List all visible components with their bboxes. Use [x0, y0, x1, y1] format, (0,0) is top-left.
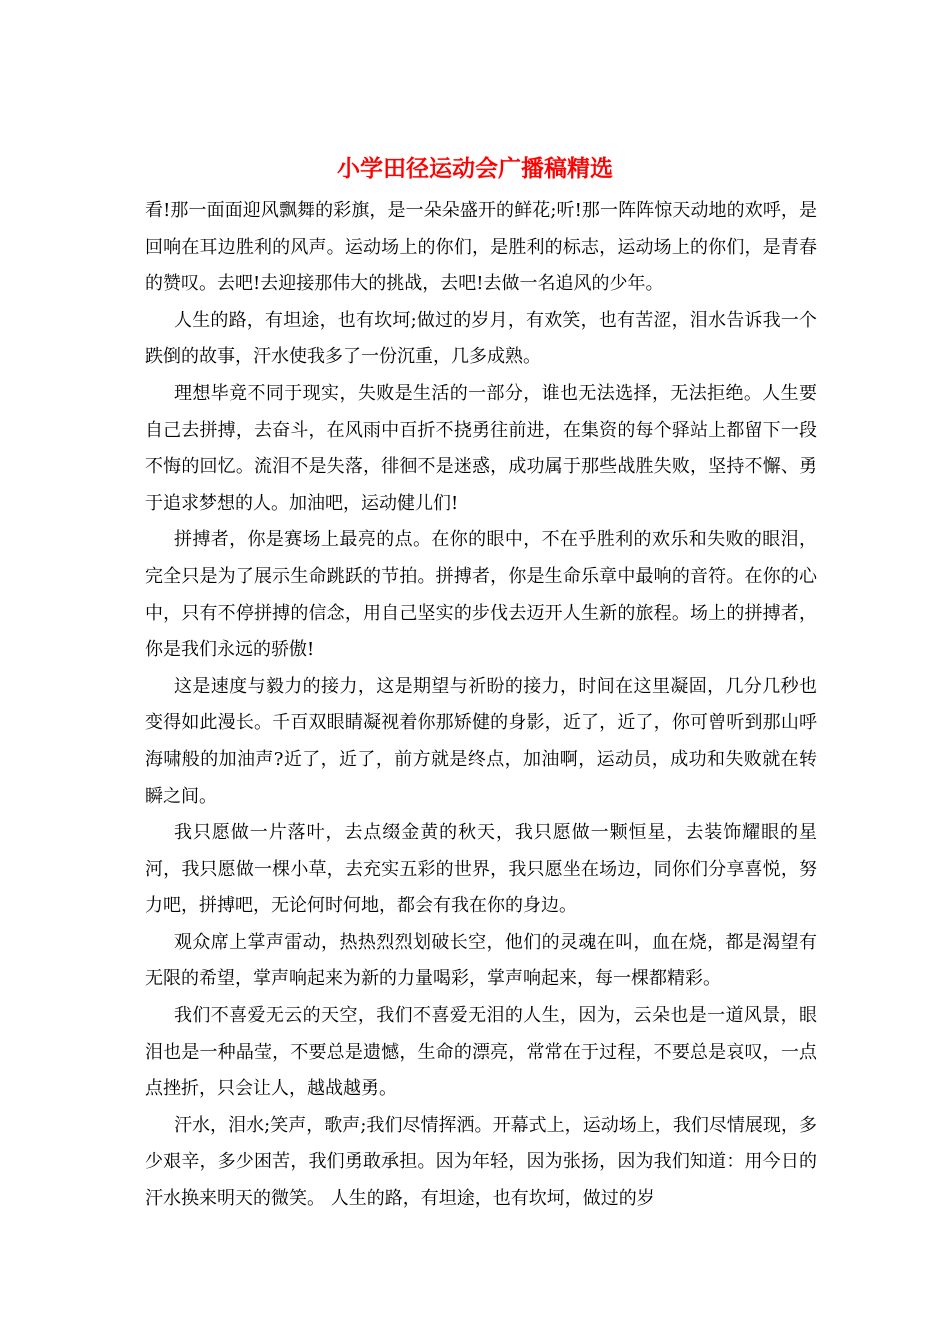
paragraph: 拼搏者，你是赛场上最亮的点。在你的眼中，不在乎胜利的欢乐和失败的眼泪，完全只是为了展示生命跳跃的节拍。拼搏者，你是生命乐章中最响的音符。在你的心中，只有不停拼搏的信念，用自己坚实的步伐去迈开人生新的旅程。场上的拼搏者，你是我们永远的骄傲! — [145, 529, 817, 661]
paragraph: 我只愿做一片落叶，去点缀金黄的秋天，我只愿做一颗恒星，去装饰耀眼的星河，我只愿做一棵小草，去充实五彩的世界，我只愿坐在场边，同你们分享喜悦，努力吧，拼搏吧，无论何时何地，都会有我在你的身边。 — [145, 822, 817, 917]
document-body — [145, 193, 817, 1218]
paragraph: 我们不喜爱无云的天空，我们不喜爱无泪的人生，因为，云朵也是一道风景，眼泪也是一种晶莹，不要总是遗憾，生命的漂亮，常常在于过程，不要总是哀叹，一点点挫折，只会让人，越战越勇。 — [145, 1005, 817, 1100]
paragraph: 人生的路，有坦途，也有坎坷;做过的岁月，有欢笑，也有苦涩，泪水告诉我一个跌倒的故事，汗水使我多了一份沉重，几多成熟。 — [145, 309, 817, 368]
paragraph: 观众席上掌声雷动，热热烈烈划破长空，他们的灵魂在叫，血在烧，都是渴望有无限的希望，掌声响起来为新的力量喝彩，掌声响起来，每一棵都精彩。 — [145, 931, 817, 990]
paragraph: 这是速度与毅力的接力，这是期望与祈盼的接力，时间在这里凝固，几分几秒也变得如此漫长。千百双眼睛凝视着你那矫健的身影，近了，近了，你可曾听到那山呼海啸般的加油声?近了，近了，前方就是终点，加油啊，运动员，成功和失败就在转瞬之间。 — [145, 675, 817, 807]
paragraph: 汗水，泪水;笑声，歌声;我们尽情挥洒。开幕式上，运动场上，我们尽情展现，多少艰辛，多少困苦，我们勇敢承担。因为年轻，因为张扬，因为我们知道：用今日的汗水换来明天的微笑。 人生的路，有坦途，也有坎坷，做过的岁 — [145, 1114, 817, 1210]
paragraph: 理想毕竟不同于现实，失败是生活的一部分，谁也无法选择，无法拒绝。人生要自己去拼搏，去奋斗，在风雨中百折不挠勇往前进，在集资的每个驿站上都留下一段不悔的回忆。流泪不是失落，徘徊不是迷惑，成功属于那些战胜失败，坚持不懈、勇于追求梦想的人。加油吧，运动健儿们! — [145, 382, 817, 514]
paragraph: 看!那一面面迎风飘舞的彩旗，是一朵朵盛开的鲜花;听!那一阵阵惊天动地的欢呼，是回响在耳边胜利的风声。运动场上的你们，是胜利的标志，运动场上的你们，是青春的赞叹。去吧!去迎接那伟大的挑战，去吧!去做一名追风的少年。 — [145, 200, 817, 295]
document-title: 小学田径运动会广播稿精选 — [337, 155, 613, 182]
